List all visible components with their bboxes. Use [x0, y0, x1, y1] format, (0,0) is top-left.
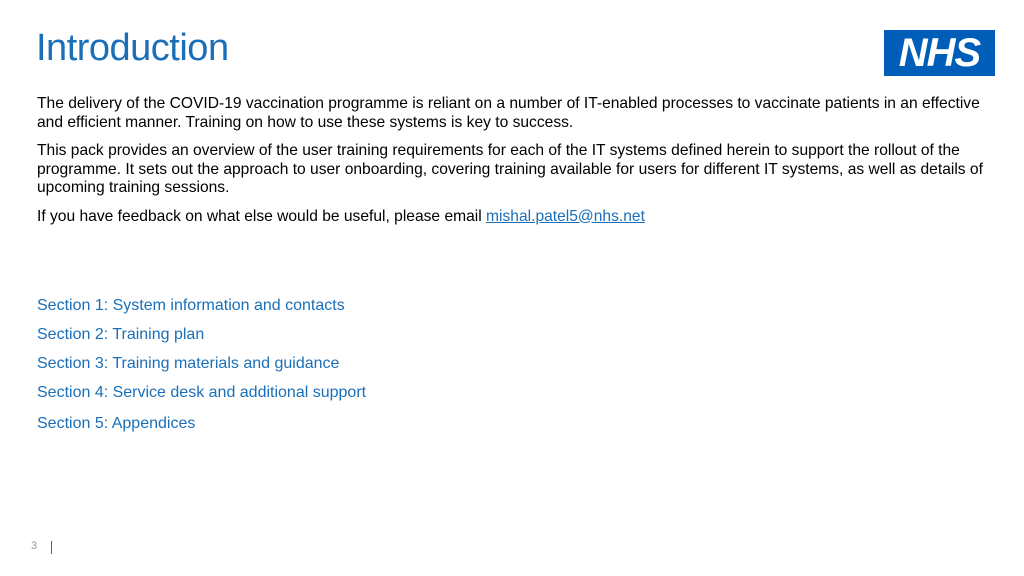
page-title: Introduction: [36, 27, 229, 69]
section-link-1[interactable]: Section 1: System information and contacts: [37, 297, 345, 314]
section-list: [37, 296, 366, 443]
page-number: 3: [31, 540, 38, 552]
feedback-paragraph: [37, 208, 997, 227]
section-link-5[interactable]: Section 5: Appendices: [37, 415, 196, 432]
nhs-logo: NHS: [884, 30, 995, 76]
section-link-4[interactable]: Section 4: Service desk and additional support: [37, 384, 367, 401]
feedback-text: If you have feedback on what else would be useful, please email: [37, 207, 487, 225]
section-link-2[interactable]: Section 2: Training plan: [37, 326, 205, 343]
feedback-email-link[interactable]: mishal.patel5@nhs.net: [486, 207, 645, 225]
intro-paragraph-1: The delivery of the COVID-19 vaccination programme is reliant on a number of IT-enabled processes to vaccinate patients in an effective and efficient manner. Training on how to use these systems is key to success.: [37, 95, 980, 131]
intro-text: [37, 95, 997, 236]
intro-paragraph-2: This pack provides an overview of the user training requirements for each of the IT systems defined herein to support the rollout of the programme. It sets out the approach to user onboarding, covering training available for users for different IT systems, as well as details of upcoming training sessions.: [37, 142, 983, 196]
footer-divider: [51, 541, 52, 554]
section-link-3[interactable]: Section 3: Training materials and guidance: [37, 355, 340, 372]
